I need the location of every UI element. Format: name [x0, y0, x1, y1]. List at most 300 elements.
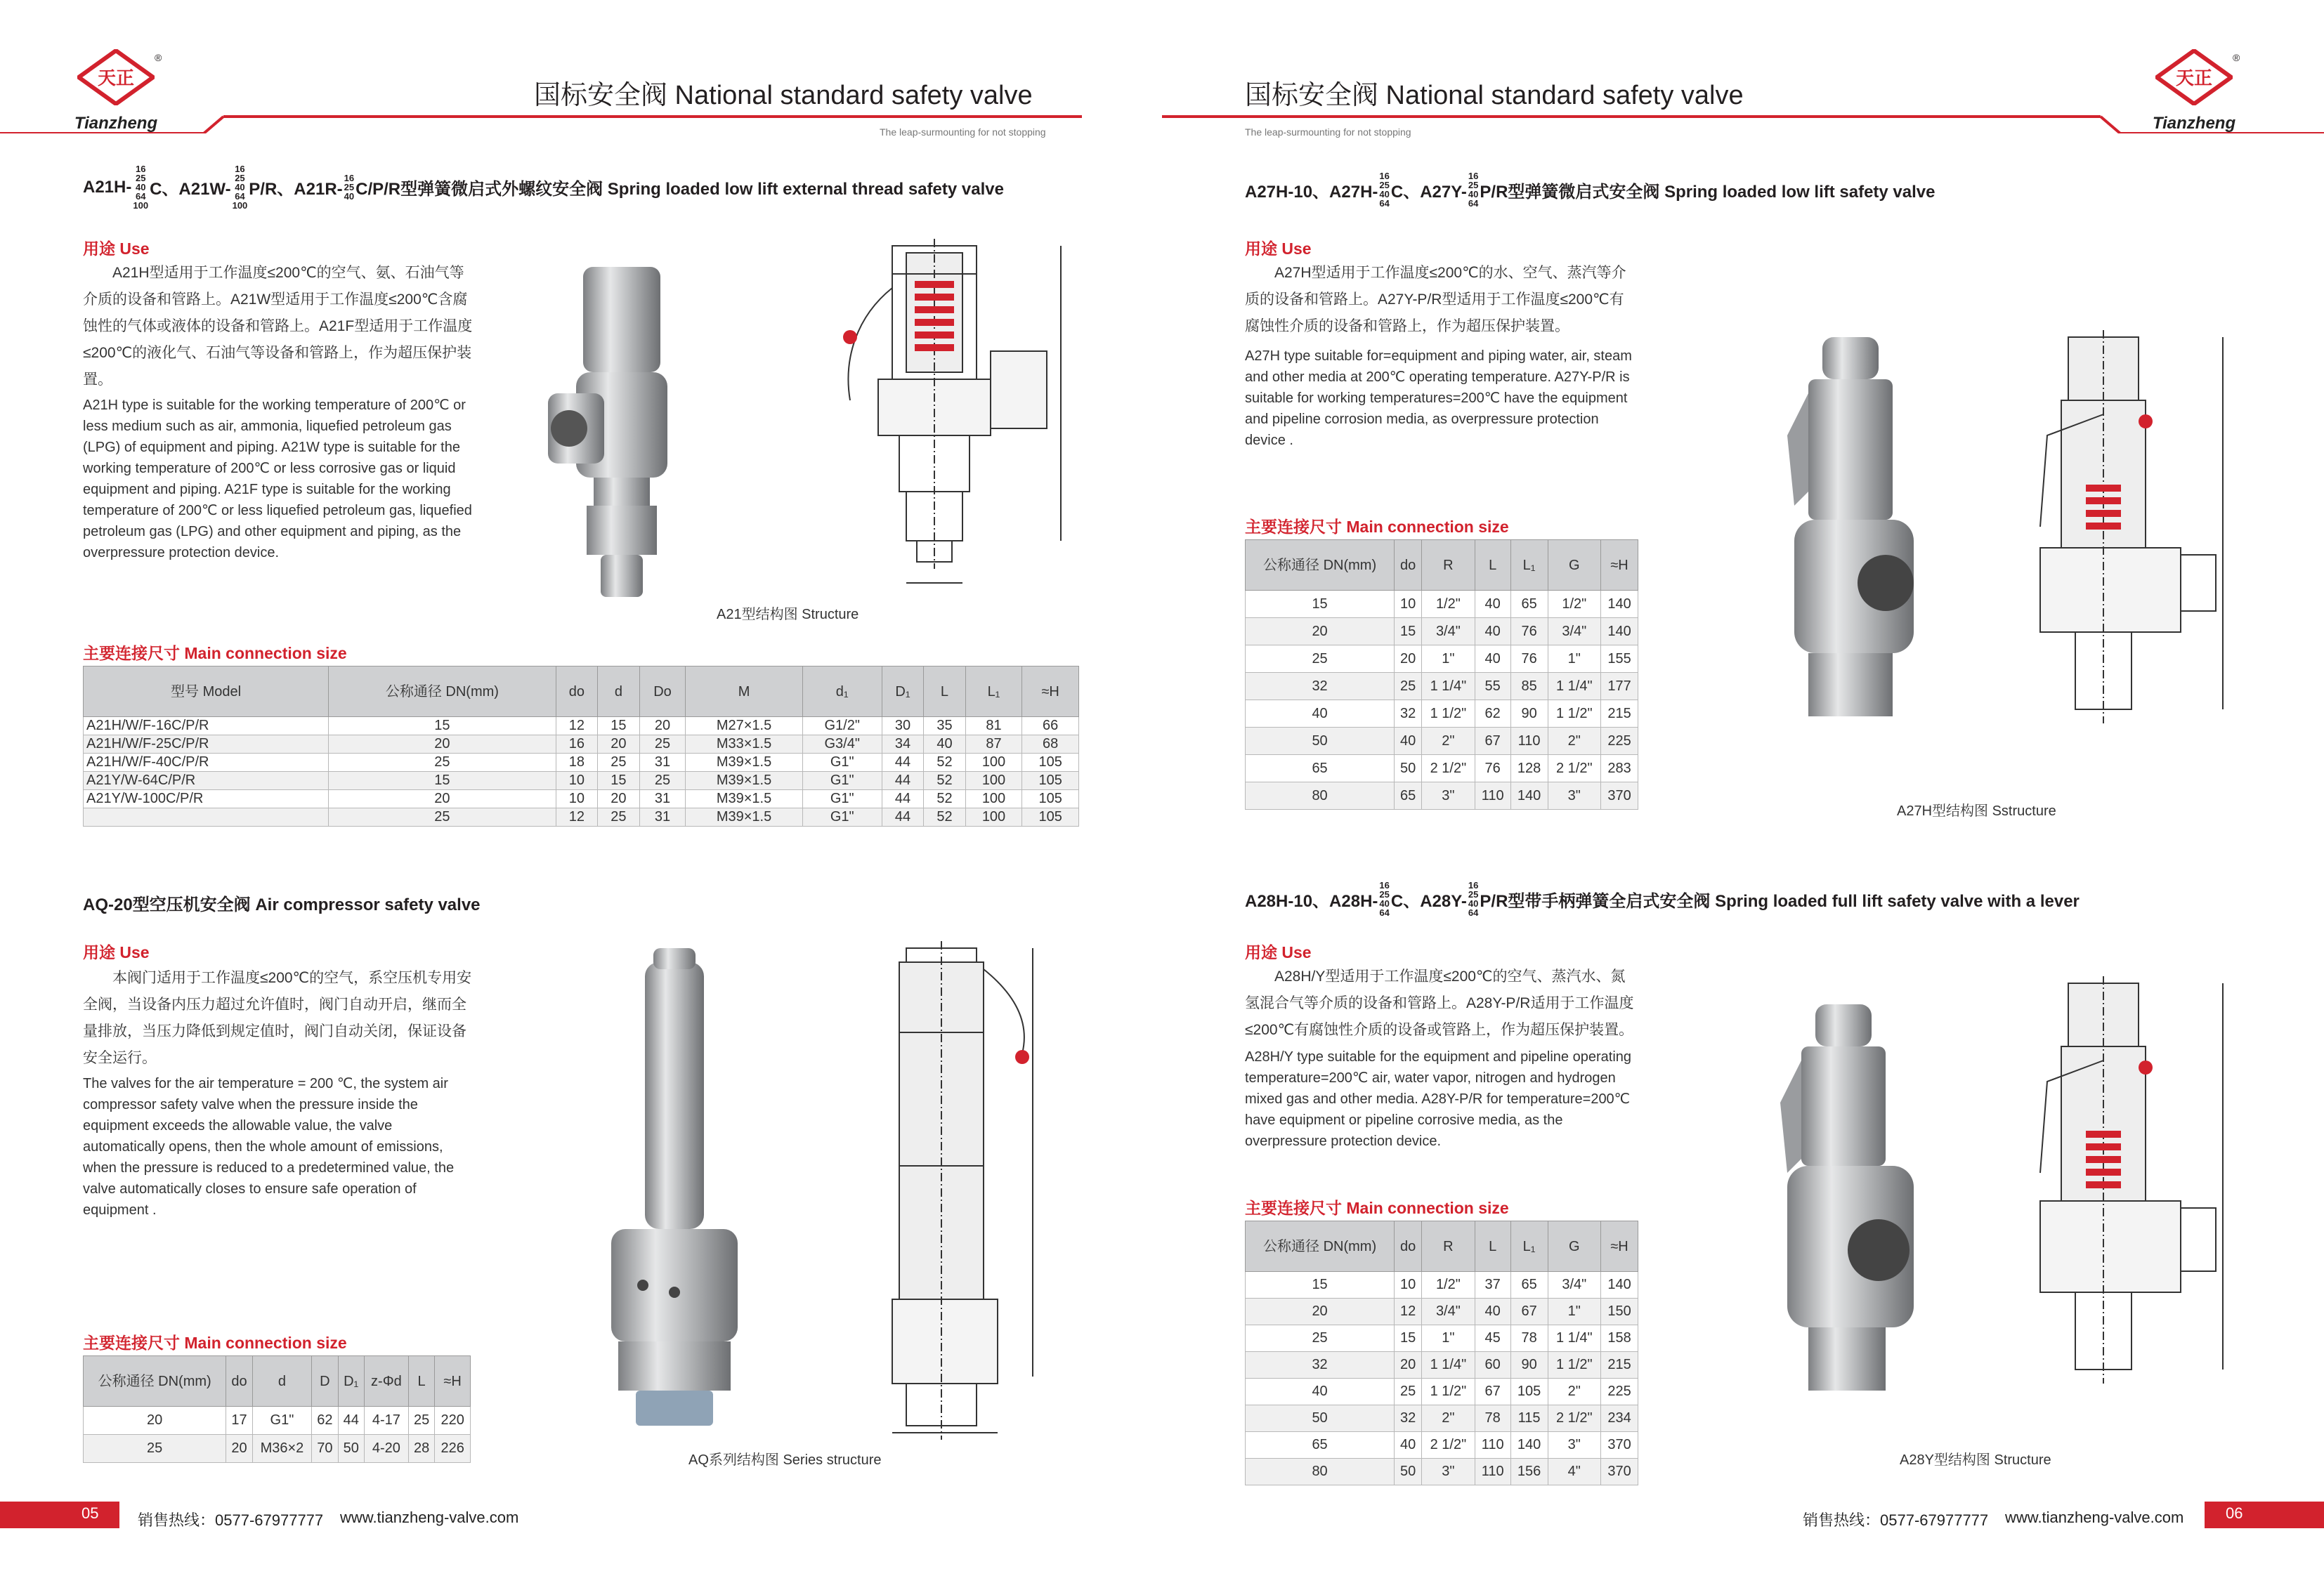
- aq20-size-table: [83, 1355, 471, 1463]
- table-cell: 25: [639, 772, 686, 790]
- right-page: [1162, 0, 2324, 1576]
- table-cell: 70: [312, 1435, 338, 1463]
- table-cell: 40: [1475, 591, 1510, 618]
- table-header-row: [84, 666, 1079, 717]
- table-cell: 3/4": [1422, 618, 1475, 645]
- table-cell: 220: [435, 1407, 471, 1435]
- table-cell: 15: [1246, 591, 1395, 618]
- column-header: L: [924, 666, 965, 717]
- column-header: L: [1475, 540, 1510, 591]
- table-cell: 50: [1395, 1459, 1422, 1485]
- a27-section-title: A27H-10、A27H- 16 25 40 64 C、A27Y- 16 25 40 64 P/R型弹簧微启式安全阀 Spring loaded low lift safety valve: [1245, 171, 1935, 209]
- table-cell: 20: [329, 735, 556, 754]
- table-cell: 105: [1022, 808, 1079, 827]
- table-cell: 81: [965, 717, 1022, 735]
- column-header: D₁: [882, 666, 923, 717]
- sales-hotline: 销售热线：0577-67977777: [1803, 1511, 1989, 1529]
- aq20-caption: AQ系列结构图 Series structure: [688, 1452, 882, 1468]
- column-header: R: [1422, 1221, 1475, 1272]
- table-cell: 30: [882, 717, 923, 735]
- aq20-size-title: 主要连接尺寸 Main connection size: [83, 1334, 347, 1352]
- column-header: G: [1548, 540, 1601, 591]
- table-cell: 34: [882, 735, 923, 754]
- pressure-fraction-2: 16 25 40 64 100: [232, 164, 248, 211]
- table-cell: 140: [1601, 1272, 1638, 1299]
- table-cell: 20: [226, 1435, 252, 1463]
- page-title: 国标安全阀 National standard safety valve: [534, 81, 1033, 110]
- table-cell: 52: [924, 790, 965, 808]
- a27-use-cn: A27H型适用于工作温度≤200℃的水、空气、蒸汽等介质的设备和管路上。A27Y-P/R型适用于工作温度≤200℃有腐蚀性介质的设备和管路上，作为超压保护装置。: [1245, 265, 1626, 334]
- a27-size-title: 主要连接尺寸 Main connection size: [1245, 518, 1509, 536]
- table-cell: G1": [802, 754, 882, 772]
- table-cell: 20: [598, 790, 639, 808]
- table-cell: 2 1/2": [1422, 1432, 1475, 1459]
- table-cell: 1": [1548, 1299, 1601, 1325]
- table-cell: 1": [1548, 645, 1601, 673]
- aq20-use-en: The valves for the air temperature = 200 ℃, the system air compressor safety valve when the pressure inside the equipment exceeds the allowable value, the valve automatically opens, then the whole amount of emissions, when the pressure is reduced to a predetermined value, the valve automatically closes to ensure safe operation of equipment .: [83, 1076, 455, 1218]
- table-cell: 1/2": [1422, 591, 1475, 618]
- table-cell: A21Y/W-100C/P/R: [84, 790, 329, 808]
- table-cell: 3": [1422, 782, 1475, 810]
- a21-use-en: A21H type is suitable for the working temperature of 200℃ or less medium such as air, ammonia, liquefied petroleum gas (LPG) of equipment and piping. A21W type is suitable for the working temperature of 200℃ or less corrosive gas or liquid equipment and piping. A21F type is suitable for the working temperature of 200℃ or less liquefied petroleum gas, liquefied petroleum gas (LPG) and other equipment and piping, as the overpressure protection device.: [83, 398, 472, 560]
- sales-hotline: 销售热线：0577-67977777: [138, 1511, 324, 1529]
- table-cell: 40: [1395, 1432, 1422, 1459]
- table-cell: M39×1.5: [686, 790, 802, 808]
- table-cell: 16: [556, 735, 597, 754]
- table-cell: 52: [924, 772, 965, 790]
- table-cell: 35: [924, 717, 965, 735]
- column-header: D₁: [338, 1356, 364, 1407]
- table-row: [1246, 591, 1638, 618]
- pressure-fraction-1: 16 25 40 64 100: [133, 164, 149, 211]
- brand-name: Tianzheng: [74, 114, 158, 133]
- table-cell: 1/2": [1422, 1272, 1475, 1299]
- column-header: d: [252, 1356, 312, 1407]
- table-cell: 65: [1510, 591, 1548, 618]
- table-cell: 234: [1601, 1405, 1638, 1432]
- table-cell: 20: [1246, 1299, 1395, 1325]
- table-cell: 40: [1475, 1299, 1510, 1325]
- table-cell: 100: [965, 754, 1022, 772]
- table-row: [84, 754, 1079, 772]
- a21-use-title: 用途 Use: [83, 239, 150, 258]
- column-header: ≈H: [435, 1356, 471, 1407]
- logo-diamond-icon: [2155, 49, 2233, 105]
- a28-valve-photo: [1773, 997, 1921, 1419]
- aq20-structure-drawing: [878, 941, 1061, 1447]
- table-row: [84, 717, 1079, 735]
- a28-section-title: A28H-10、A28H- 16 25 40 64 C、A28Y- 16 25 40 64 P/R型带手柄弹簧全启式安全阀 Spring loaded full lift safety valve with a lever: [1245, 880, 2080, 918]
- table-cell: 2 1/2": [1548, 1405, 1601, 1432]
- a28-use-title: 用途 Use: [1245, 943, 1312, 961]
- table-cell: 66: [1022, 717, 1079, 735]
- table-row: [1246, 1379, 1638, 1405]
- table-cell: 2 1/2": [1422, 755, 1475, 782]
- pressure-fraction-2: 16 25 40 64: [1468, 880, 1479, 918]
- table-cell: 50: [1246, 1405, 1395, 1432]
- a28-caption: A28Y型结构图 Structure: [1900, 1452, 2051, 1468]
- table-cell: 28: [408, 1435, 434, 1463]
- table-cell: 50: [338, 1435, 364, 1463]
- table-cell: 215: [1601, 700, 1638, 728]
- table-cell: 44: [882, 772, 923, 790]
- table-cell: 31: [639, 754, 686, 772]
- table-cell: 52: [924, 754, 965, 772]
- table-cell: 50: [1395, 755, 1422, 782]
- table-cell: 55: [1475, 673, 1510, 700]
- table-cell: 370: [1601, 1432, 1638, 1459]
- table-cell: 15: [329, 772, 556, 790]
- table-cell: 20: [84, 1407, 226, 1435]
- table-cell: 215: [1601, 1352, 1638, 1379]
- a21-section-title: A21H- 16 25 40 64 100 C、A21W- 16 25 40 64 100 P/R、A21R- 16 25 40 C/P/R型弹簧微启式外螺纹安全阀 Spring loaded low lift external thread safety valve: [83, 164, 1004, 211]
- column-header: R: [1422, 540, 1475, 591]
- column-header: do: [556, 666, 597, 717]
- pressure-fraction-1: 16 25 40 64: [1379, 171, 1390, 209]
- table-cell: 67: [1510, 1299, 1548, 1325]
- table-cell: 100: [965, 772, 1022, 790]
- table-cell: 40: [1395, 728, 1422, 755]
- table-row: [1246, 618, 1638, 645]
- table-cell: 20: [1395, 1352, 1422, 1379]
- table-cell: A21H/W/F-16C/P/R: [84, 717, 329, 735]
- aq20-use-cn: 本阀门适用于工作温度≤200℃的空气，系空压机专用安全阀，当设备内压力超过允许值时，阀门自动开启，继而全量排放，当压力降低到规定值时，阀门自动关闭，保证设备安全运行。: [83, 970, 472, 1066]
- table-cell: M39×1.5: [686, 808, 802, 827]
- a27-use-en: A27H type suitable for=equipment and piping water, air, steam and other media at 200℃ operating temperature. A27Y-P/R is suitable for working temperatures=200℃ have the equipment and pipeline corrosion media, as overpressure protection device .: [1245, 348, 1632, 448]
- tagline: The leap-surmounting for not stopping: [1245, 126, 1411, 138]
- table-cell: 15: [1246, 1272, 1395, 1299]
- table-cell: 62: [1475, 700, 1510, 728]
- table-cell: 31: [639, 808, 686, 827]
- table-cell: A21Y/W-64C/P/R: [84, 772, 329, 790]
- table-cell: 20: [329, 790, 556, 808]
- table-cell: 15: [1395, 1325, 1422, 1352]
- table-cell: 1 1/4": [1422, 673, 1475, 700]
- a27-size-table: [1245, 539, 1638, 810]
- table-row: [84, 772, 1079, 790]
- table-cell: 76: [1475, 755, 1510, 782]
- table-cell: 2": [1548, 1379, 1601, 1405]
- table-cell: 25: [598, 808, 639, 827]
- logo-chars: 天正: [97, 68, 135, 89]
- table-cell: 17: [226, 1407, 252, 1435]
- table-row: [1246, 1459, 1638, 1485]
- table-cell: 15: [1395, 618, 1422, 645]
- pressure-fraction-2: 16 25 40 64: [1468, 171, 1479, 209]
- table-cell: M39×1.5: [686, 772, 802, 790]
- table-cell: 105: [1022, 772, 1079, 790]
- tagline: The leap-surmounting for not stopping: [880, 126, 1046, 138]
- table-row: [1246, 1272, 1638, 1299]
- column-header: d₁: [802, 666, 882, 717]
- a27-structure-drawing: [2019, 330, 2230, 751]
- table-cell: 128: [1510, 755, 1548, 782]
- table-cell: 20: [639, 717, 686, 735]
- table-cell: 65: [1246, 755, 1395, 782]
- table-cell: 3": [1548, 782, 1601, 810]
- column-header: z-Φd: [364, 1356, 408, 1407]
- table-cell: 226: [435, 1435, 471, 1463]
- table-cell: M33×1.5: [686, 735, 802, 754]
- table-header-row: [84, 1356, 471, 1407]
- table-cell: 25: [598, 754, 639, 772]
- table-row: [1246, 645, 1638, 673]
- table-cell: G1/2": [802, 717, 882, 735]
- table-cell: 1 1/2": [1548, 1352, 1601, 1379]
- table-cell: G3/4": [802, 735, 882, 754]
- a27-caption: A27H型结构图 Sstructure: [1897, 803, 2056, 819]
- table-cell: 25: [408, 1407, 434, 1435]
- table-cell: 4-20: [364, 1435, 408, 1463]
- table-cell: M27×1.5: [686, 717, 802, 735]
- page-number: 06: [2226, 1504, 2243, 1522]
- table-cell: 110: [1475, 1459, 1510, 1485]
- table-cell: 25: [329, 808, 556, 827]
- table-cell: 25: [1246, 1325, 1395, 1352]
- table-cell: 45: [1475, 1325, 1510, 1352]
- a28-use-en: A28H/Y type suitable for the equipment and pipeline operating temperature=200℃ air, water vapor, nitrogen and hydrogen mixed gas and other media. A28Y-P/R for temperature=200℃ have equipment or pipeline corrosive media, as the overpressure protection device.: [1245, 1049, 1632, 1149]
- table-cell: 25: [329, 754, 556, 772]
- table-row: [84, 808, 1079, 827]
- table-cell: 12: [556, 717, 597, 735]
- table-cell: 105: [1022, 754, 1079, 772]
- footer-bar: [2205, 1502, 2324, 1528]
- a21-structure-drawing: [829, 232, 1082, 604]
- table-cell: 1": [1422, 1325, 1475, 1352]
- column-header: L₁: [1510, 540, 1548, 591]
- table-cell: 225: [1601, 1379, 1638, 1405]
- table-cell: 12: [556, 808, 597, 827]
- table-cell: 2": [1422, 728, 1475, 755]
- table-cell: 155: [1601, 645, 1638, 673]
- table-cell: 1/2": [1548, 591, 1601, 618]
- column-header: L: [408, 1356, 434, 1407]
- table-cell: 1 1/4": [1548, 673, 1601, 700]
- a21-use-cn: A21H型适用于工作温度≤200℃的空气、氨、石油气等介质的设备和管路上。A21W型适用于工作温度≤200℃含腐蚀性的气体或液体的设备和管路上。A21F型适用于工作温度≤200℃的液化气、石油气等设备和管路上，作为超压保护装置。: [83, 265, 473, 388]
- table-cell: 18: [556, 754, 597, 772]
- table-cell: 80: [1246, 1459, 1395, 1485]
- table-cell: 3": [1548, 1432, 1601, 1459]
- table-cell: G1": [802, 772, 882, 790]
- table-cell: 15: [598, 717, 639, 735]
- table-cell: 370: [1601, 1459, 1638, 1485]
- table-cell: 40: [1246, 700, 1395, 728]
- table-cell: 32: [1395, 1405, 1422, 1432]
- table-cell: 100: [965, 790, 1022, 808]
- table-cell: 40: [924, 735, 965, 754]
- column-header: do: [1395, 540, 1422, 591]
- column-header: Do: [639, 666, 686, 717]
- table-cell: 10: [1395, 591, 1422, 618]
- table-cell: 3/4": [1548, 618, 1601, 645]
- website-link[interactable]: www.tianzheng-valve.com: [340, 1509, 519, 1526]
- table-row: [1246, 1325, 1638, 1352]
- table-cell: 10: [556, 790, 597, 808]
- table-cell: 67: [1475, 1379, 1510, 1405]
- a27-valve-photo: [1780, 323, 1921, 744]
- table-cell: 90: [1510, 1352, 1548, 1379]
- column-header: ≈H: [1601, 1221, 1638, 1272]
- a27-use-title: 用途 Use: [1245, 239, 1312, 258]
- table-cell: 140: [1601, 591, 1638, 618]
- a28-size-title: 主要连接尺寸 Main connection size: [1245, 1199, 1509, 1217]
- table-cell: 1 1/2": [1422, 1379, 1475, 1405]
- table-cell: 78: [1510, 1325, 1548, 1352]
- table-cell: 156: [1510, 1459, 1548, 1485]
- table-cell: 177: [1601, 673, 1638, 700]
- table-cell: 85: [1510, 673, 1548, 700]
- table-cell: 44: [338, 1407, 364, 1435]
- table-cell: [84, 808, 329, 827]
- pressure-fraction-1: 16 25 40 64: [1379, 880, 1390, 918]
- footer-bar: [0, 1502, 119, 1528]
- aq20-section-title: AQ-20型空压机安全阀 Air compressor safety valve: [83, 895, 481, 914]
- table-cell: 67: [1475, 728, 1510, 755]
- table-cell: 68: [1022, 735, 1079, 754]
- table-row: [1246, 1432, 1638, 1459]
- table-cell: 15: [598, 772, 639, 790]
- table-cell: 40: [1246, 1379, 1395, 1405]
- a28-structure-drawing: [2019, 976, 2230, 1412]
- column-header: 公称通径 DN(mm): [329, 666, 556, 717]
- table-cell: 140: [1510, 1432, 1548, 1459]
- table-cell: 40: [1475, 618, 1510, 645]
- table-cell: 4": [1548, 1459, 1601, 1485]
- a21-size-title: 主要连接尺寸 Main connection size: [83, 644, 347, 662]
- table-cell: 40: [1475, 645, 1510, 673]
- table-cell: 32: [1246, 1352, 1395, 1379]
- aq20-use-title: 用途 Use: [83, 943, 150, 961]
- column-header: do: [226, 1356, 252, 1407]
- table-cell: 140: [1601, 618, 1638, 645]
- registered-mark: ®: [155, 52, 162, 63]
- table-cell: G1": [802, 790, 882, 808]
- table-cell: 370: [1601, 782, 1638, 810]
- table-cell: 90: [1510, 700, 1548, 728]
- page-number: 05: [81, 1504, 99, 1522]
- website-link[interactable]: www.tianzheng-valve.com: [2005, 1509, 2184, 1526]
- table-row: [1246, 755, 1638, 782]
- table-cell: 140: [1510, 782, 1548, 810]
- table-cell: 110: [1475, 1432, 1510, 1459]
- table-cell: 20: [1246, 618, 1395, 645]
- table-cell: 65: [1395, 782, 1422, 810]
- column-header: ≈H: [1022, 666, 1079, 717]
- table-cell: 78: [1475, 1405, 1510, 1432]
- table-header-row: [1246, 540, 1638, 591]
- table-cell: 10: [556, 772, 597, 790]
- brand-name: Tianzheng: [2152, 114, 2236, 133]
- table-cell: 52: [924, 808, 965, 827]
- table-cell: 1 1/2": [1548, 700, 1601, 728]
- column-header: M: [686, 666, 802, 717]
- table-row: [84, 1407, 471, 1435]
- table-cell: A21H/W/F-25C/P/R: [84, 735, 329, 754]
- table-cell: 25: [84, 1435, 226, 1463]
- table-cell: 25: [639, 735, 686, 754]
- table-cell: 80: [1246, 782, 1395, 810]
- table-cell: 100: [965, 808, 1022, 827]
- table-cell: 150: [1601, 1299, 1638, 1325]
- table-row: [84, 1435, 471, 1463]
- table-cell: M39×1.5: [686, 754, 802, 772]
- table-cell: 2": [1548, 728, 1601, 755]
- table-cell: 105: [1022, 790, 1079, 808]
- table-cell: 76: [1510, 645, 1548, 673]
- column-header: 公称通径 DN(mm): [1246, 540, 1395, 591]
- table-row: [1246, 673, 1638, 700]
- table-cell: 37: [1475, 1272, 1510, 1299]
- table-row: [1246, 728, 1638, 755]
- table-row: [1246, 1405, 1638, 1432]
- table-cell: 158: [1601, 1325, 1638, 1352]
- column-header: L₁: [965, 666, 1022, 717]
- table-cell: G1": [252, 1407, 312, 1435]
- a21-caption: A21型结构图 Structure: [717, 607, 859, 622]
- a28-use-cn: A28H/Y型适用于工作温度≤200℃的空气、蒸汽水、氮氢混合气等介质的设备和管路上。A28Y-P/R适用于工作温度≤200℃有腐蚀性介质的设备或管路上，作为超压保护装置。: [1245, 968, 1634, 1038]
- table-row: [84, 790, 1079, 808]
- table-cell: 105: [1510, 1379, 1548, 1405]
- table-row: [1246, 1352, 1638, 1379]
- table-cell: 20: [598, 735, 639, 754]
- table-cell: 25: [1395, 673, 1422, 700]
- table-cell: 3": [1422, 1459, 1475, 1485]
- table-cell: 2": [1422, 1405, 1475, 1432]
- column-header: 公称通径 DN(mm): [1246, 1221, 1395, 1272]
- table-cell: 110: [1510, 728, 1548, 755]
- column-header: G: [1548, 1221, 1601, 1272]
- column-header: ≈H: [1601, 540, 1638, 591]
- table-cell: 15: [329, 717, 556, 735]
- table-cell: 10: [1395, 1272, 1422, 1299]
- table-cell: 4-17: [364, 1407, 408, 1435]
- table-row: [1246, 700, 1638, 728]
- table-cell: 44: [882, 808, 923, 827]
- table-cell: 60: [1475, 1352, 1510, 1379]
- table-cell: 87: [965, 735, 1022, 754]
- registered-mark: ®: [2233, 52, 2240, 63]
- table-cell: 225: [1601, 728, 1638, 755]
- table-cell: 1": [1422, 645, 1475, 673]
- a28-size-table: [1245, 1221, 1638, 1485]
- table-cell: 32: [1395, 700, 1422, 728]
- table-cell: 1 1/2": [1422, 700, 1475, 728]
- pressure-fraction-3: 16 25 40: [344, 173, 355, 202]
- table-cell: 32: [1246, 673, 1395, 700]
- column-header: L₁: [1510, 1221, 1548, 1272]
- column-header: L: [1475, 1221, 1510, 1272]
- table-cell: 283: [1601, 755, 1638, 782]
- table-cell: 1 1/4": [1548, 1325, 1601, 1352]
- aq20-valve-photo: [604, 941, 745, 1447]
- table-cell: 65: [1510, 1272, 1548, 1299]
- table-cell: 110: [1475, 782, 1510, 810]
- logo-diamond-icon: [77, 49, 155, 105]
- table-cell: 62: [312, 1407, 338, 1435]
- logo-chars: 天正: [2175, 68, 2213, 89]
- table-cell: 12: [1395, 1299, 1422, 1325]
- table-cell: 65: [1246, 1432, 1395, 1459]
- table-cell: 2 1/2": [1548, 755, 1601, 782]
- table-cell: 115: [1510, 1405, 1548, 1432]
- table-cell: 20: [1395, 645, 1422, 673]
- table-row: [1246, 1299, 1638, 1325]
- a21-valve-photo: [541, 253, 703, 604]
- table-cell: A21H/W/F-40C/P/R: [84, 754, 329, 772]
- column-header: D: [312, 1356, 338, 1407]
- table-cell: 44: [882, 754, 923, 772]
- table-cell: 31: [639, 790, 686, 808]
